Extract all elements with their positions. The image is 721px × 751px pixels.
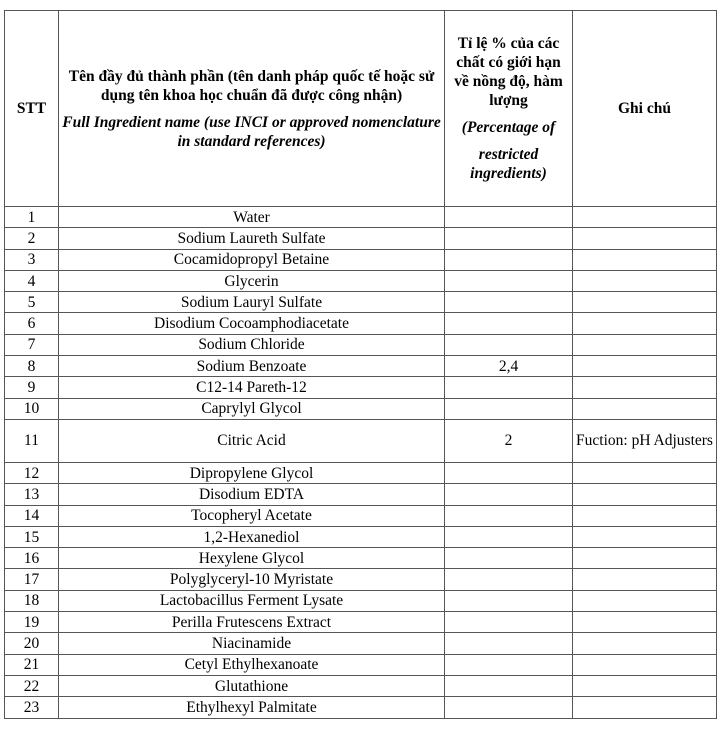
cell-note <box>573 270 717 291</box>
cell-pct <box>445 505 573 526</box>
cell-name: Dipropylene Glycol <box>59 462 445 483</box>
cell-note <box>573 569 717 590</box>
cell-pct <box>445 633 573 654</box>
cell-pct <box>445 697 573 718</box>
cell-pct <box>445 249 573 270</box>
cell-note <box>573 484 717 505</box>
table-row <box>5 462 717 483</box>
table-row <box>5 270 717 291</box>
cell-note <box>573 398 717 419</box>
table-row <box>5 548 717 569</box>
cell-pct <box>445 484 573 505</box>
cell-pct: 2 <box>445 419 573 462</box>
header-name-vi: Tên đầy đủ thành phần (tên danh pháp quốc tế hoặc sử dụng tên khoa học chuẩn đã được công nhận) <box>68 67 435 104</box>
cell-stt: 10 <box>5 398 59 419</box>
cell-pct <box>445 313 573 334</box>
cell-name: Hexylene Glycol <box>59 548 445 569</box>
cell-stt: 23 <box>5 697 59 718</box>
cell-note <box>573 377 717 398</box>
cell-note <box>573 207 717 228</box>
cell-stt: 13 <box>5 484 59 505</box>
cell-name: Tocopheryl Acetate <box>59 505 445 526</box>
cell-name: Glycerin <box>59 270 445 291</box>
cell-stt: 7 <box>5 334 59 355</box>
header-percentage <box>445 11 573 207</box>
cell-name: Caprylyl Glycol <box>59 398 445 419</box>
header-pct-vi: Tỉ lệ % của các chất có giới hạn về nồng độ, hàm lượng <box>454 35 563 109</box>
cell-pct <box>445 654 573 675</box>
cell-stt: 11 <box>5 419 59 462</box>
cell-name: Cocamidopropyl Betaine <box>59 249 445 270</box>
cell-pct <box>445 334 573 355</box>
cell-stt: 3 <box>5 249 59 270</box>
cell-name: Sodium Laureth Sulfate <box>59 228 445 249</box>
cell-stt: 14 <box>5 505 59 526</box>
cell-pct <box>445 270 573 291</box>
cell-note <box>573 249 717 270</box>
cell-name: Lactobacillus Ferment Lysate <box>59 590 445 611</box>
cell-note <box>573 654 717 675</box>
cell-stt: 21 <box>5 654 59 675</box>
table-row <box>5 675 717 696</box>
cell-note <box>573 548 717 569</box>
cell-pct <box>445 548 573 569</box>
cell-note <box>573 526 717 547</box>
cell-name: Sodium Lauryl Sulfate <box>59 292 445 313</box>
cell-name: 1,2-Hexanediol <box>59 526 445 547</box>
cell-pct <box>445 569 573 590</box>
cell-pct <box>445 398 573 419</box>
table-row <box>5 697 717 718</box>
cell-name: Niacinamide <box>59 633 445 654</box>
cell-pct <box>445 462 573 483</box>
header-pct-en-2: restricted ingredients) <box>470 146 547 182</box>
cell-pct <box>445 207 573 228</box>
cell-note: Fuction: pH Adjusters <box>573 419 717 462</box>
table-row <box>5 334 717 355</box>
cell-stt: 18 <box>5 590 59 611</box>
cell-stt: 9 <box>5 377 59 398</box>
cell-note <box>573 633 717 654</box>
cell-name: Cetyl Ethylhexanoate <box>59 654 445 675</box>
cell-note <box>573 505 717 526</box>
cell-pct <box>445 526 573 547</box>
cell-stt: 2 <box>5 228 59 249</box>
table-row <box>5 569 717 590</box>
cell-pct: 2,4 <box>445 356 573 377</box>
cell-stt: 5 <box>5 292 59 313</box>
cell-name: Perilla Frutescens Extract <box>59 612 445 633</box>
header-stt: STT <box>5 11 59 207</box>
table-row <box>5 654 717 675</box>
table-row <box>5 228 717 249</box>
table-row <box>5 313 717 334</box>
table-row <box>5 505 717 526</box>
header-name-en: Full Ingredient name (use INCI or approved nomenclature in standard references) <box>62 113 441 150</box>
cell-pct <box>445 590 573 611</box>
table-row <box>5 633 717 654</box>
table-row <box>5 207 717 228</box>
cell-pct <box>445 377 573 398</box>
header-note: Ghi chú <box>573 11 717 207</box>
ingredients-table <box>4 10 717 719</box>
cell-name: Sodium Benzoate <box>59 356 445 377</box>
cell-stt: 19 <box>5 612 59 633</box>
table-row <box>5 419 717 462</box>
table-row <box>5 249 717 270</box>
cell-note <box>573 462 717 483</box>
cell-stt: 22 <box>5 675 59 696</box>
cell-name: Water <box>59 207 445 228</box>
cell-pct <box>445 612 573 633</box>
cell-stt: 20 <box>5 633 59 654</box>
cell-note <box>573 675 717 696</box>
cell-stt: 15 <box>5 526 59 547</box>
cell-stt: 6 <box>5 313 59 334</box>
table-row <box>5 484 717 505</box>
header-row <box>5 11 717 207</box>
cell-note <box>573 313 717 334</box>
cell-stt: 17 <box>5 569 59 590</box>
cell-name: Disodium EDTA <box>59 484 445 505</box>
cell-pct <box>445 228 573 249</box>
cell-note <box>573 612 717 633</box>
cell-name: C12-14 Pareth-12 <box>59 377 445 398</box>
cell-note <box>573 228 717 249</box>
cell-name: Disodium Cocoamphodiacetate <box>59 313 445 334</box>
cell-stt: 12 <box>5 462 59 483</box>
header-ingredient-name <box>59 11 445 207</box>
cell-name: Sodium Chloride <box>59 334 445 355</box>
cell-name: Polyglyceryl-10 Myristate <box>59 569 445 590</box>
table-row <box>5 356 717 377</box>
cell-stt: 4 <box>5 270 59 291</box>
header-pct-en-1: (Percentage of <box>461 119 556 136</box>
cell-pct <box>445 675 573 696</box>
table-row <box>5 590 717 611</box>
cell-pct <box>445 292 573 313</box>
cell-stt: 16 <box>5 548 59 569</box>
cell-note <box>573 697 717 718</box>
cell-name: Citric Acid <box>59 419 445 462</box>
cell-name: Glutathione <box>59 675 445 696</box>
cell-note <box>573 356 717 377</box>
table-row <box>5 398 717 419</box>
table-row <box>5 612 717 633</box>
table-row <box>5 526 717 547</box>
table-row <box>5 292 717 313</box>
cell-stt: 8 <box>5 356 59 377</box>
cell-note <box>573 292 717 313</box>
cell-note <box>573 334 717 355</box>
cell-stt: 1 <box>5 207 59 228</box>
table-row <box>5 377 717 398</box>
cell-name: Ethylhexyl Palmitate <box>59 697 445 718</box>
cell-note <box>573 590 717 611</box>
